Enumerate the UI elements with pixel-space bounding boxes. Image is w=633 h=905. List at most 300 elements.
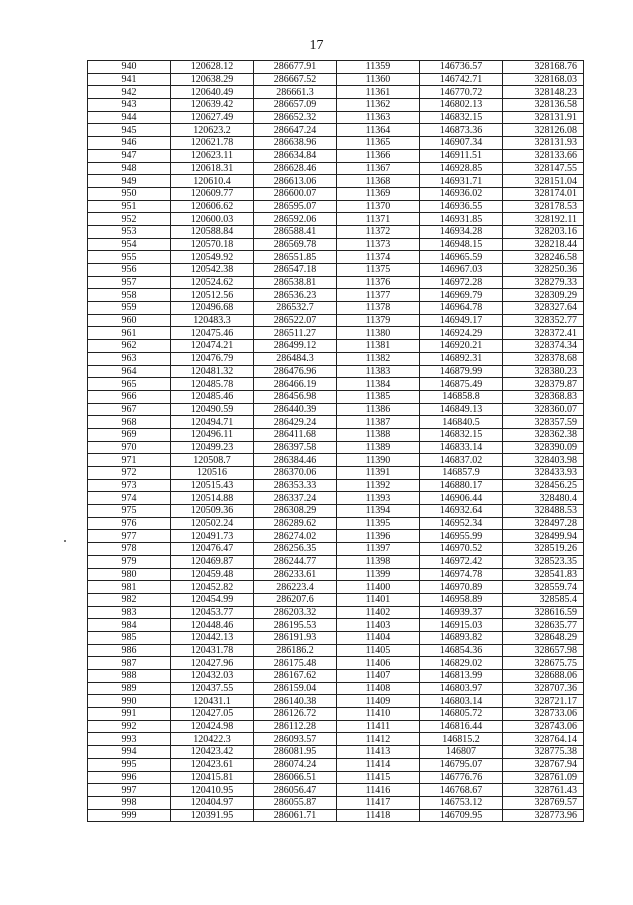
table-row bbox=[88, 137, 584, 150]
x-coordinate-b-cell: 146928.85 bbox=[420, 162, 503, 175]
x-coordinate-a-cell: 120474.21 bbox=[171, 340, 254, 353]
point-number-a-cell: 944 bbox=[88, 111, 171, 124]
x-coordinate-a-cell: 120600.03 bbox=[171, 213, 254, 226]
table-row bbox=[88, 390, 584, 403]
table-row bbox=[88, 708, 584, 721]
point-number-a-cell: 964 bbox=[88, 365, 171, 378]
y-coordinate-b-cell: 328743.06 bbox=[503, 720, 584, 733]
table-row bbox=[88, 251, 584, 264]
y-coordinate-b-cell: 328769.57 bbox=[503, 796, 584, 809]
x-coordinate-b-cell: 146873.36 bbox=[420, 124, 503, 137]
table-row bbox=[88, 695, 584, 708]
x-coordinate-a-cell: 120623.11 bbox=[171, 149, 254, 162]
y-coordinate-a-cell: 286677.91 bbox=[254, 61, 337, 74]
y-coordinate-b-cell: 328675.75 bbox=[503, 657, 584, 670]
x-coordinate-a-cell: 120475.46 bbox=[171, 327, 254, 340]
point-number-b-cell: 11382 bbox=[337, 352, 420, 365]
table-row bbox=[88, 543, 584, 556]
point-number-b-cell: 11409 bbox=[337, 695, 420, 708]
x-coordinate-b-cell: 146974.78 bbox=[420, 568, 503, 581]
x-coordinate-b-cell: 146770.72 bbox=[420, 86, 503, 99]
y-coordinate-a-cell: 286074.24 bbox=[254, 758, 337, 771]
point-number-a-cell: 986 bbox=[88, 644, 171, 657]
point-number-b-cell: 11398 bbox=[337, 555, 420, 568]
x-coordinate-a-cell: 120423.42 bbox=[171, 746, 254, 759]
x-coordinate-a-cell: 120502.24 bbox=[171, 517, 254, 530]
y-coordinate-a-cell: 286600.07 bbox=[254, 187, 337, 200]
x-coordinate-b-cell: 146911.51 bbox=[420, 149, 503, 162]
point-number-b-cell: 11406 bbox=[337, 657, 420, 670]
y-coordinate-a-cell: 286595.07 bbox=[254, 200, 337, 213]
table-row bbox=[88, 200, 584, 213]
point-number-a-cell: 966 bbox=[88, 390, 171, 403]
y-coordinate-a-cell: 286167.62 bbox=[254, 670, 337, 683]
table-row bbox=[88, 568, 584, 581]
table-row bbox=[88, 606, 584, 619]
table-row bbox=[88, 479, 584, 492]
table-row bbox=[88, 86, 584, 99]
y-coordinate-a-cell: 286466.19 bbox=[254, 378, 337, 391]
point-number-a-cell: 995 bbox=[88, 758, 171, 771]
y-coordinate-a-cell: 286244.77 bbox=[254, 555, 337, 568]
table-row bbox=[88, 454, 584, 467]
y-coordinate-b-cell: 328616.59 bbox=[503, 606, 584, 619]
x-coordinate-a-cell: 120638.29 bbox=[171, 73, 254, 86]
x-coordinate-b-cell: 146776.76 bbox=[420, 771, 503, 784]
y-coordinate-a-cell: 286081.95 bbox=[254, 746, 337, 759]
y-coordinate-b-cell: 328357.59 bbox=[503, 416, 584, 429]
y-coordinate-b-cell: 328541.83 bbox=[503, 568, 584, 581]
point-number-a-cell: 994 bbox=[88, 746, 171, 759]
table-row bbox=[88, 124, 584, 137]
table-row bbox=[88, 644, 584, 657]
x-coordinate-a-cell: 120431.78 bbox=[171, 644, 254, 657]
x-coordinate-a-cell: 120481.32 bbox=[171, 365, 254, 378]
x-coordinate-b-cell: 146709.95 bbox=[420, 809, 503, 822]
point-number-b-cell: 11367 bbox=[337, 162, 420, 175]
x-coordinate-a-cell: 120627.49 bbox=[171, 111, 254, 124]
point-number-b-cell: 11360 bbox=[337, 73, 420, 86]
point-number-a-cell: 970 bbox=[88, 441, 171, 454]
y-coordinate-a-cell: 286484.3 bbox=[254, 352, 337, 365]
table-row bbox=[88, 492, 584, 505]
y-coordinate-b-cell: 328136.58 bbox=[503, 99, 584, 112]
x-coordinate-b-cell: 146932.64 bbox=[420, 505, 503, 518]
x-coordinate-a-cell: 120410.95 bbox=[171, 784, 254, 797]
x-coordinate-a-cell: 120610.4 bbox=[171, 175, 254, 188]
point-number-b-cell: 11415 bbox=[337, 771, 420, 784]
y-coordinate-b-cell: 328246.58 bbox=[503, 251, 584, 264]
x-coordinate-a-cell: 120483.3 bbox=[171, 314, 254, 327]
y-coordinate-a-cell: 286638.96 bbox=[254, 137, 337, 150]
coordinates-table bbox=[87, 60, 584, 822]
point-number-a-cell: 983 bbox=[88, 606, 171, 619]
x-coordinate-b-cell: 146907.34 bbox=[420, 137, 503, 150]
x-coordinate-a-cell: 120621.78 bbox=[171, 137, 254, 150]
y-coordinate-a-cell: 286476.96 bbox=[254, 365, 337, 378]
x-coordinate-a-cell: 120623.2 bbox=[171, 124, 254, 137]
x-coordinate-b-cell: 146803.14 bbox=[420, 695, 503, 708]
y-coordinate-b-cell: 328688.06 bbox=[503, 670, 584, 683]
point-number-a-cell: 992 bbox=[88, 720, 171, 733]
table-row bbox=[88, 403, 584, 416]
y-coordinate-a-cell: 286440.39 bbox=[254, 403, 337, 416]
y-coordinate-a-cell: 286634.84 bbox=[254, 149, 337, 162]
x-coordinate-b-cell: 146948.15 bbox=[420, 238, 503, 251]
y-coordinate-b-cell: 328374.34 bbox=[503, 340, 584, 353]
y-coordinate-b-cell: 328764.14 bbox=[503, 733, 584, 746]
point-number-a-cell: 991 bbox=[88, 708, 171, 721]
x-coordinate-b-cell: 146906.44 bbox=[420, 492, 503, 505]
table-row bbox=[88, 73, 584, 86]
y-coordinate-b-cell: 328456.25 bbox=[503, 479, 584, 492]
y-coordinate-a-cell: 286308.29 bbox=[254, 505, 337, 518]
y-coordinate-b-cell: 328497.28 bbox=[503, 517, 584, 530]
y-coordinate-a-cell: 286588.41 bbox=[254, 225, 337, 238]
table-row bbox=[88, 720, 584, 733]
y-coordinate-b-cell: 328403.98 bbox=[503, 454, 584, 467]
y-coordinate-a-cell: 286661.3 bbox=[254, 86, 337, 99]
y-coordinate-b-cell: 328178.53 bbox=[503, 200, 584, 213]
point-number-b-cell: 11401 bbox=[337, 593, 420, 606]
table-row bbox=[88, 796, 584, 809]
y-coordinate-b-cell: 328148.23 bbox=[503, 86, 584, 99]
y-coordinate-a-cell: 286195.53 bbox=[254, 619, 337, 632]
point-number-a-cell: 948 bbox=[88, 162, 171, 175]
y-coordinate-b-cell: 328126.08 bbox=[503, 124, 584, 137]
y-coordinate-a-cell: 286061.71 bbox=[254, 809, 337, 822]
x-coordinate-a-cell: 120490.59 bbox=[171, 403, 254, 416]
point-number-b-cell: 11387 bbox=[337, 416, 420, 429]
y-coordinate-a-cell: 286429.24 bbox=[254, 416, 337, 429]
x-coordinate-b-cell: 146857.9 bbox=[420, 467, 503, 480]
table-row bbox=[88, 264, 584, 277]
point-number-a-cell: 954 bbox=[88, 238, 171, 251]
table-row bbox=[88, 670, 584, 683]
y-coordinate-b-cell: 328499.94 bbox=[503, 530, 584, 543]
x-coordinate-b-cell: 146736.57 bbox=[420, 61, 503, 74]
x-coordinate-a-cell: 120415.81 bbox=[171, 771, 254, 784]
y-coordinate-b-cell: 328761.09 bbox=[503, 771, 584, 784]
table-row bbox=[88, 581, 584, 594]
table-row bbox=[88, 784, 584, 797]
y-coordinate-b-cell: 328362.38 bbox=[503, 428, 584, 441]
y-coordinate-b-cell: 328192.11 bbox=[503, 213, 584, 226]
point-number-b-cell: 11411 bbox=[337, 720, 420, 733]
table-row bbox=[88, 809, 584, 822]
y-coordinate-b-cell: 328131.91 bbox=[503, 111, 584, 124]
point-number-a-cell: 959 bbox=[88, 302, 171, 315]
y-coordinate-a-cell: 286256.35 bbox=[254, 543, 337, 556]
y-coordinate-b-cell: 328174.01 bbox=[503, 187, 584, 200]
y-coordinate-a-cell: 286159.04 bbox=[254, 682, 337, 695]
x-coordinate-b-cell: 146833.14 bbox=[420, 441, 503, 454]
point-number-b-cell: 11392 bbox=[337, 479, 420, 492]
y-coordinate-b-cell: 328279.33 bbox=[503, 276, 584, 289]
y-coordinate-a-cell: 286186.2 bbox=[254, 644, 337, 657]
x-coordinate-a-cell: 120618.31 bbox=[171, 162, 254, 175]
x-coordinate-a-cell: 120542.38 bbox=[171, 264, 254, 277]
x-coordinate-a-cell: 120609.77 bbox=[171, 187, 254, 200]
x-coordinate-a-cell: 120491.73 bbox=[171, 530, 254, 543]
point-number-a-cell: 988 bbox=[88, 670, 171, 683]
point-number-a-cell: 946 bbox=[88, 137, 171, 150]
y-coordinate-a-cell: 286511.27 bbox=[254, 327, 337, 340]
table-row bbox=[88, 505, 584, 518]
table-row bbox=[88, 365, 584, 378]
point-number-a-cell: 941 bbox=[88, 73, 171, 86]
x-coordinate-b-cell: 146854.36 bbox=[420, 644, 503, 657]
y-coordinate-a-cell: 286175.48 bbox=[254, 657, 337, 670]
y-coordinate-a-cell: 286126.72 bbox=[254, 708, 337, 721]
y-coordinate-b-cell: 328773.96 bbox=[503, 809, 584, 822]
y-coordinate-a-cell: 286066.51 bbox=[254, 771, 337, 784]
table-row bbox=[88, 289, 584, 302]
table-row bbox=[88, 238, 584, 251]
y-coordinate-b-cell: 328380.23 bbox=[503, 365, 584, 378]
x-coordinate-a-cell: 120509.36 bbox=[171, 505, 254, 518]
table-row bbox=[88, 416, 584, 429]
x-coordinate-b-cell: 146768.67 bbox=[420, 784, 503, 797]
point-number-a-cell: 974 bbox=[88, 492, 171, 505]
table-row bbox=[88, 593, 584, 606]
x-coordinate-b-cell: 146832.15 bbox=[420, 428, 503, 441]
x-coordinate-b-cell: 146815.2 bbox=[420, 733, 503, 746]
point-number-a-cell: 955 bbox=[88, 251, 171, 264]
y-coordinate-b-cell: 328151.04 bbox=[503, 175, 584, 188]
point-number-a-cell: 981 bbox=[88, 581, 171, 594]
y-coordinate-b-cell: 328250.36 bbox=[503, 264, 584, 277]
y-coordinate-b-cell: 328131.93 bbox=[503, 137, 584, 150]
x-coordinate-a-cell: 120442.13 bbox=[171, 631, 254, 644]
point-number-a-cell: 972 bbox=[88, 467, 171, 480]
point-number-b-cell: 11375 bbox=[337, 264, 420, 277]
point-number-b-cell: 11416 bbox=[337, 784, 420, 797]
table-row bbox=[88, 327, 584, 340]
x-coordinate-a-cell: 120606.62 bbox=[171, 200, 254, 213]
point-number-b-cell: 11396 bbox=[337, 530, 420, 543]
y-coordinate-a-cell: 286207.6 bbox=[254, 593, 337, 606]
table-row bbox=[88, 428, 584, 441]
x-coordinate-b-cell: 146972.28 bbox=[420, 276, 503, 289]
x-coordinate-a-cell: 120422.3 bbox=[171, 733, 254, 746]
x-coordinate-a-cell: 120404.97 bbox=[171, 796, 254, 809]
x-coordinate-b-cell: 146807 bbox=[420, 746, 503, 759]
x-coordinate-b-cell: 146849.13 bbox=[420, 403, 503, 416]
y-coordinate-b-cell: 328480.4 bbox=[503, 492, 584, 505]
x-coordinate-b-cell: 146952.34 bbox=[420, 517, 503, 530]
point-number-b-cell: 11404 bbox=[337, 631, 420, 644]
x-coordinate-b-cell: 146753.12 bbox=[420, 796, 503, 809]
point-number-a-cell: 975 bbox=[88, 505, 171, 518]
x-coordinate-a-cell: 120485.78 bbox=[171, 378, 254, 391]
point-number-b-cell: 11373 bbox=[337, 238, 420, 251]
x-coordinate-b-cell: 146802.13 bbox=[420, 99, 503, 112]
table-row bbox=[88, 276, 584, 289]
coordinates-table-body bbox=[88, 61, 584, 822]
y-coordinate-b-cell: 328433.93 bbox=[503, 467, 584, 480]
table-row bbox=[88, 758, 584, 771]
point-number-b-cell: 11400 bbox=[337, 581, 420, 594]
point-number-b-cell: 11414 bbox=[337, 758, 420, 771]
x-coordinate-a-cell: 120432.03 bbox=[171, 670, 254, 683]
table-row bbox=[88, 111, 584, 124]
table-row bbox=[88, 352, 584, 365]
point-number-a-cell: 942 bbox=[88, 86, 171, 99]
point-number-b-cell: 11376 bbox=[337, 276, 420, 289]
table-row bbox=[88, 175, 584, 188]
y-coordinate-a-cell: 286592.06 bbox=[254, 213, 337, 226]
x-coordinate-a-cell: 120496.11 bbox=[171, 428, 254, 441]
x-coordinate-b-cell: 146805.72 bbox=[420, 708, 503, 721]
x-coordinate-a-cell: 120476.79 bbox=[171, 352, 254, 365]
y-coordinate-a-cell: 286652.32 bbox=[254, 111, 337, 124]
x-coordinate-a-cell: 120524.62 bbox=[171, 276, 254, 289]
x-coordinate-b-cell: 146840.5 bbox=[420, 416, 503, 429]
point-number-a-cell: 969 bbox=[88, 428, 171, 441]
point-number-a-cell: 940 bbox=[88, 61, 171, 74]
point-number-b-cell: 11380 bbox=[337, 327, 420, 340]
point-number-a-cell: 997 bbox=[88, 784, 171, 797]
y-coordinate-a-cell: 286551.85 bbox=[254, 251, 337, 264]
point-number-b-cell: 11397 bbox=[337, 543, 420, 556]
y-coordinate-a-cell: 286569.78 bbox=[254, 238, 337, 251]
point-number-b-cell: 11370 bbox=[337, 200, 420, 213]
point-number-a-cell: 958 bbox=[88, 289, 171, 302]
point-number-b-cell: 11391 bbox=[337, 467, 420, 480]
x-coordinate-a-cell: 120508.7 bbox=[171, 454, 254, 467]
point-number-a-cell: 952 bbox=[88, 213, 171, 226]
x-coordinate-b-cell: 146949.17 bbox=[420, 314, 503, 327]
table-row bbox=[88, 517, 584, 530]
y-coordinate-a-cell: 286647.24 bbox=[254, 124, 337, 137]
x-coordinate-b-cell: 146939.37 bbox=[420, 606, 503, 619]
x-coordinate-b-cell: 146970.89 bbox=[420, 581, 503, 594]
point-number-a-cell: 949 bbox=[88, 175, 171, 188]
point-number-b-cell: 11385 bbox=[337, 390, 420, 403]
x-coordinate-b-cell: 146970.52 bbox=[420, 543, 503, 556]
point-number-b-cell: 11407 bbox=[337, 670, 420, 683]
point-number-a-cell: 968 bbox=[88, 416, 171, 429]
x-coordinate-a-cell: 120516 bbox=[171, 467, 254, 480]
y-coordinate-a-cell: 286093.57 bbox=[254, 733, 337, 746]
x-coordinate-b-cell: 146931.71 bbox=[420, 175, 503, 188]
point-number-b-cell: 11389 bbox=[337, 441, 420, 454]
x-coordinate-a-cell: 120588.84 bbox=[171, 225, 254, 238]
point-number-a-cell: 943 bbox=[88, 99, 171, 112]
point-number-a-cell: 957 bbox=[88, 276, 171, 289]
x-coordinate-a-cell: 120570.18 bbox=[171, 238, 254, 251]
x-coordinate-b-cell: 146920.21 bbox=[420, 340, 503, 353]
point-number-a-cell: 982 bbox=[88, 593, 171, 606]
point-number-b-cell: 11413 bbox=[337, 746, 420, 759]
y-coordinate-a-cell: 286657.09 bbox=[254, 99, 337, 112]
point-number-a-cell: 996 bbox=[88, 771, 171, 784]
point-number-b-cell: 11368 bbox=[337, 175, 420, 188]
x-coordinate-b-cell: 146879.99 bbox=[420, 365, 503, 378]
x-coordinate-b-cell: 146858.8 bbox=[420, 390, 503, 403]
x-coordinate-a-cell: 120549.92 bbox=[171, 251, 254, 264]
table-row bbox=[88, 187, 584, 200]
table-row bbox=[88, 225, 584, 238]
point-number-b-cell: 11361 bbox=[337, 86, 420, 99]
point-number-a-cell: 987 bbox=[88, 657, 171, 670]
x-coordinate-a-cell: 120391.95 bbox=[171, 809, 254, 822]
table-row bbox=[88, 61, 584, 74]
table-row bbox=[88, 746, 584, 759]
table-row bbox=[88, 555, 584, 568]
y-coordinate-b-cell: 328585.4 bbox=[503, 593, 584, 606]
point-number-b-cell: 11394 bbox=[337, 505, 420, 518]
table-row bbox=[88, 733, 584, 746]
y-coordinate-a-cell: 286223.4 bbox=[254, 581, 337, 594]
point-number-a-cell: 989 bbox=[88, 682, 171, 695]
x-coordinate-a-cell: 120459.48 bbox=[171, 568, 254, 581]
y-coordinate-b-cell: 328360.07 bbox=[503, 403, 584, 416]
y-coordinate-a-cell: 286613.06 bbox=[254, 175, 337, 188]
point-number-b-cell: 11364 bbox=[337, 124, 420, 137]
x-coordinate-a-cell: 120437.55 bbox=[171, 682, 254, 695]
y-coordinate-a-cell: 286289.62 bbox=[254, 517, 337, 530]
x-coordinate-a-cell: 120423.61 bbox=[171, 758, 254, 771]
y-coordinate-b-cell: 328378.68 bbox=[503, 352, 584, 365]
x-coordinate-b-cell: 146967.03 bbox=[420, 264, 503, 277]
table-row bbox=[88, 771, 584, 784]
table-row bbox=[88, 467, 584, 480]
point-number-a-cell: 950 bbox=[88, 187, 171, 200]
x-coordinate-a-cell: 120485.46 bbox=[171, 390, 254, 403]
x-coordinate-a-cell: 120639.42 bbox=[171, 99, 254, 112]
y-coordinate-b-cell: 328368.83 bbox=[503, 390, 584, 403]
y-coordinate-b-cell: 328775.38 bbox=[503, 746, 584, 759]
y-coordinate-b-cell: 328767.94 bbox=[503, 758, 584, 771]
x-coordinate-b-cell: 146972.42 bbox=[420, 555, 503, 568]
point-number-a-cell: 961 bbox=[88, 327, 171, 340]
point-number-a-cell: 953 bbox=[88, 225, 171, 238]
table-row bbox=[88, 441, 584, 454]
point-number-b-cell: 11372 bbox=[337, 225, 420, 238]
point-number-b-cell: 11386 bbox=[337, 403, 420, 416]
y-coordinate-a-cell: 286112.28 bbox=[254, 720, 337, 733]
x-coordinate-b-cell: 146969.79 bbox=[420, 289, 503, 302]
point-number-b-cell: 11402 bbox=[337, 606, 420, 619]
y-coordinate-b-cell: 328390.09 bbox=[503, 441, 584, 454]
x-coordinate-a-cell: 120424.98 bbox=[171, 720, 254, 733]
x-coordinate-a-cell: 120427.05 bbox=[171, 708, 254, 721]
point-number-a-cell: 993 bbox=[88, 733, 171, 746]
point-number-b-cell: 11379 bbox=[337, 314, 420, 327]
y-coordinate-a-cell: 286456.98 bbox=[254, 390, 337, 403]
point-number-a-cell: 963 bbox=[88, 352, 171, 365]
point-number-b-cell: 11366 bbox=[337, 149, 420, 162]
point-number-a-cell: 998 bbox=[88, 796, 171, 809]
table-row bbox=[88, 302, 584, 315]
table-row bbox=[88, 99, 584, 112]
x-coordinate-a-cell: 120494.71 bbox=[171, 416, 254, 429]
point-number-b-cell: 11417 bbox=[337, 796, 420, 809]
point-number-a-cell: 956 bbox=[88, 264, 171, 277]
point-number-a-cell: 965 bbox=[88, 378, 171, 391]
y-coordinate-a-cell: 286191.93 bbox=[254, 631, 337, 644]
x-coordinate-a-cell: 120452.82 bbox=[171, 581, 254, 594]
x-coordinate-b-cell: 146964.78 bbox=[420, 302, 503, 315]
table-row bbox=[88, 682, 584, 695]
point-number-a-cell: 973 bbox=[88, 479, 171, 492]
point-number-b-cell: 11362 bbox=[337, 99, 420, 112]
table-row bbox=[88, 213, 584, 226]
table-row bbox=[88, 657, 584, 670]
y-coordinate-a-cell: 286536.23 bbox=[254, 289, 337, 302]
